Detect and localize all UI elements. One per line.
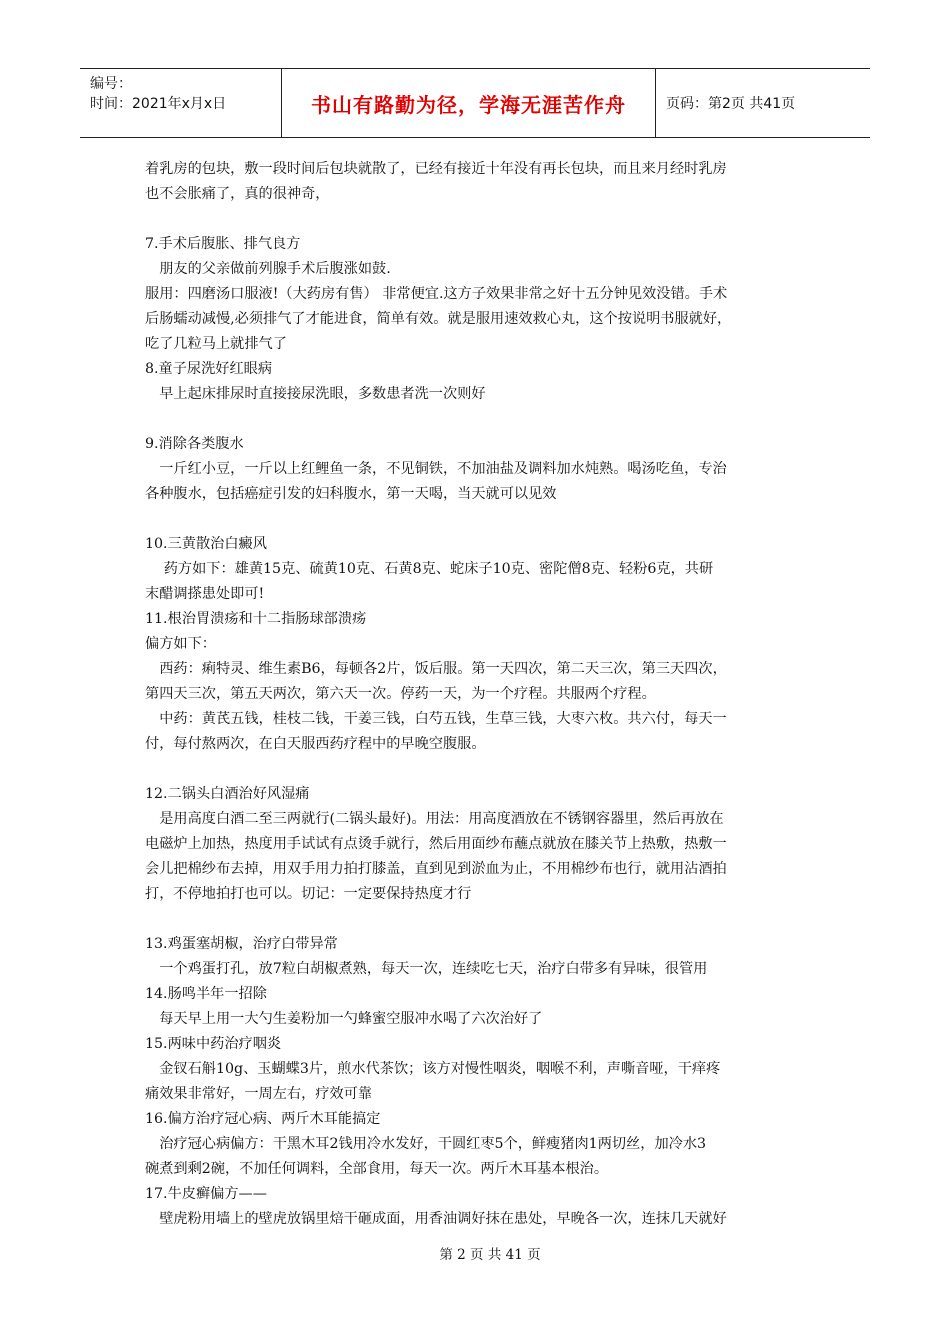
text-line: 会儿把棉纱布去掉，用双手用力拍打膝盖，直到见到淤血为止，不用棉纱布也行，就用沾酒拍 <box>145 861 727 877</box>
header-meta <box>80 69 282 137</box>
text-line: 药方如下：雄黄15克、硫黄10克、石黄8克、蛇床子10克、密陀僧8克、轻粉6克，共研 <box>145 561 714 577</box>
page-header <box>80 68 870 138</box>
text-line: 末醋调搽患处即可! <box>145 586 265 602</box>
text-line: 9.消除各类腹水 <box>145 436 244 452</box>
blank-line <box>145 207 810 232</box>
text-line: 各种腹水，包括癌症引发的妇科腹水，第一天喝，当天就可以见效 <box>145 486 557 502</box>
text-line: 西药：痢特灵、维生素B6，每顿各2片，饭后服。第一天四次，第二天三次，第三天四次， <box>145 661 727 677</box>
blank-line <box>145 407 810 432</box>
text-line: 后肠蠕动减慢,必须排气了才能进食，简单有效。就是服用速效救心丸，这个按说明书服就好， <box>145 311 732 327</box>
text-line: 15.两味中药治疗咽炎 <box>145 1036 282 1052</box>
text-line: 吃了几粒马上就排气了 <box>145 336 287 352</box>
document-time: 时间：2021年x月x日 <box>90 96 227 112</box>
text-line: 壁虎粉用墙上的壁虎放锅里焙干砸成面，用香油调好抹在患处，早晚各一次，连抹几天就好 <box>145 1211 727 1227</box>
text-line: 第四天三次，第五天两次，第六天一次。停药一天，为一个疗程。共服两个疗程。 <box>145 686 656 702</box>
text-line: 一斤红小豆，一斤以上红鲤鱼一条，不见铜铁，不加油盐及调料加水炖熟。喝汤吃鱼，专治 <box>145 461 727 477</box>
document-number: 编号： <box>90 76 132 92</box>
text-line: 7.手术后腹胀、排气良方 <box>145 236 301 252</box>
text-line: 金钗石斛10g、玉蝴蝶3片，煎水代茶饮；该方对慢性咽炎，咽喉不利，声嘶音哑，干痒疼 <box>145 1061 721 1077</box>
text-line: 14.肠鸣半年一招除 <box>145 986 267 1002</box>
text-line: 10.三黄散治白癜风 <box>145 536 267 552</box>
text-line: 11.根治胃溃疡和十二指肠球部溃疡 <box>145 611 367 627</box>
text-line: 一个鸡蛋打孔，放7粒白胡椒煮熟，每天一次，连续吃七天，治疗白带多有异味，很管用 <box>145 961 708 977</box>
header-motto: 书山有路勤为径，学海无涯苦作舟 <box>282 69 656 137</box>
page-footer: 第 2 页 共 41 页 <box>439 1247 541 1263</box>
text-line: 早上起床排尿时直接接尿洗眼，多数患者洗一次则好 <box>145 386 486 402</box>
text-line: 打，不停地拍打也可以。切记：一定要保持热度才行 <box>145 886 472 902</box>
text-line: 着乳房的包块，敷一段时间后包块就散了，已经有接近十年没有再长包块，而且来月经时乳房 <box>145 161 727 177</box>
text-line: 偏方如下： <box>145 636 216 652</box>
text-line: 17.牛皮癣偏方—— <box>145 1186 267 1202</box>
blank-line <box>145 907 810 932</box>
text-line: 碗煮到剩2碗，不加任何调料，全部食用，每天一次。两斤木耳基本根治。 <box>145 1161 609 1177</box>
text-line: 中药：黄芪五钱，桂枝二钱，干姜三钱，白芍五钱，生草三钱，大枣六枚。共六付，每天一 <box>145 711 727 727</box>
text-line: 16.偏方治疗冠心病、两斤木耳能搞定 <box>145 1111 381 1127</box>
text-line: 痛效果非常好，一周左右，疗效可靠 <box>145 1086 373 1102</box>
text-line: 服用：四磨汤口服液!（大药房有售） 非常便宜.这方子效果非常之好十五分钟见效没错。手术 <box>145 286 728 302</box>
text-line: 8.童子尿洗好红眼病 <box>145 361 273 377</box>
text-line: 也不会胀痛了，真的很神奇， <box>145 186 330 202</box>
text-line: 13.鸡蛋塞胡椒，治疗白带异常 <box>145 936 338 952</box>
text-line: 是用高度白酒二至三两就行(二锅头最好)。用法：用高度酒放在不锈钢容器里，然后再放在 <box>145 811 724 827</box>
blank-line <box>145 507 810 532</box>
text-line: 电磁炉上加热，热度用手试试有点烫手就行，然后用面纱布蘸点就放在膝关节上热敷，热敷一 <box>145 836 727 852</box>
document-body <box>145 157 810 1232</box>
text-line: 治疗冠心病偏方：干黑木耳2钱用冷水发好，干圆红枣5个，鲜瘦猪肉1两切丝，加冷水3 <box>145 1136 707 1152</box>
text-line: 朋友的父亲做前列腺手术后腹涨如鼓. <box>145 261 391 277</box>
text-line: 付，每付熬两次，在白天服西药疗程中的早晚空腹服。 <box>145 736 486 752</box>
header-page-info: 页码：第2页 共41页 <box>666 96 796 112</box>
text-line: 每天早上用一大勺生姜粉加一勺蜂蜜空服冲水喝了六次治好了 <box>145 1011 543 1027</box>
blank-line <box>145 757 810 782</box>
text-line: 12.二锅头白酒治好风湿痛 <box>145 786 310 802</box>
